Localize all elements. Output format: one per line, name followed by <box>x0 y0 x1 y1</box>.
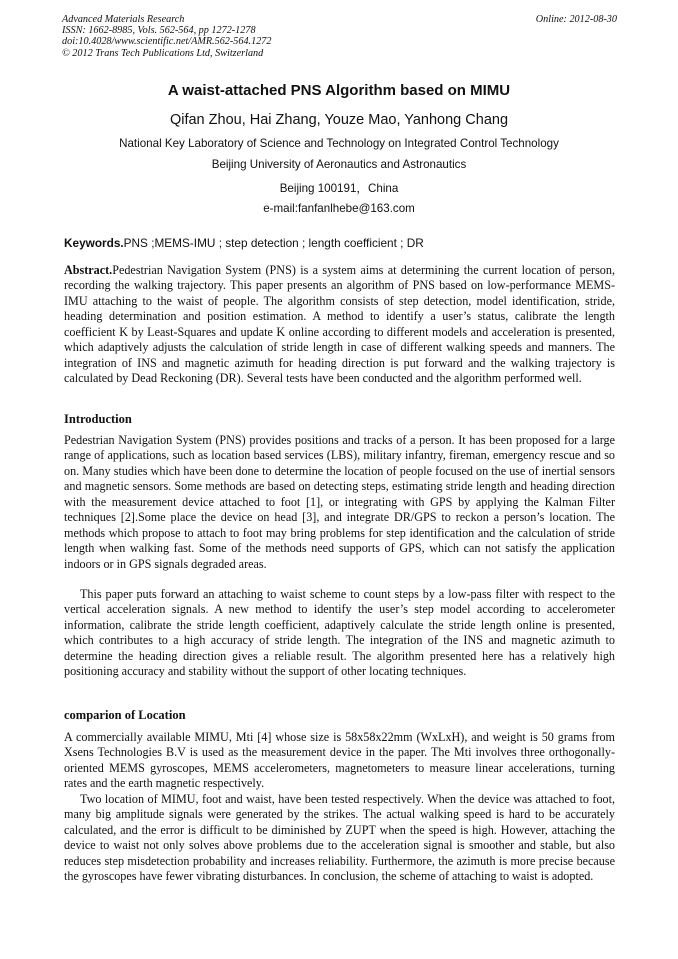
abstract-text: Pedestrian Navigation System (PNS) is a system aims at determining the current location of person, recording the walking trajectory. This paper presents an algorithm of PNS based on low-performance MEMS-IMU attaching to the waist of people. The algorithm consists of step detection, model identification, stride, heading determination and position estimation. A method to identify a user’s status, calibrate the length coefficient K by Least-Squares and update K online according to different models and acceleration is presented, which adaptively adjusts the calculation of stride length in case of different walking speeds and manners. The integration of INS and magnetic azimuth for heading direction is put forward and the walking trajectory is calculated by Dead Reckoning (DR). Several tests have been conducted and the algorithm performed well. <box>64 263 615 386</box>
introduction-paragraph-2: This paper puts forward an attaching to waist scheme to count steps by a low-pass filter with respect to the vertical acceleration signals. A new method to identify the user’s step model according to accelerometer information, calibrate the stride length coefficient, adaptively calculate the stride length online is presented, which contributes to a high accuracy of stride length. The integration of the INS and magnetic azimuth to determine the heading direction gives a reliable result. The algorithm presented here has a relatively high positioning accuracy and stability without the support of other locating techniques. <box>64 587 615 679</box>
comparison-heading: comparion of Location <box>64 708 186 722</box>
copyright-line: © 2012 Trans Tech Publications Ltd, Switzerland <box>62 47 264 59</box>
keywords-text: PNS ;MEMS-IMU ; step detection ; length coefficient ; DR <box>123 236 424 250</box>
comparison-paragraph-2: Two location of MIMU, foot and waist, have been tested respectively. When the device was attached to foot, many big amplitude signals were generated by the strikes. The actual walking speed is hard to be accurately calculated, and the error is difficult to be diminished by ZUPT when the speed is high. However, attaching the device to waist not only solves above problems due to the acceleration signal is smoother and stable, but also reduces step misdetection probability and increases reliability. Furthermore, the azimuth is more precise because the gyroscopes have fewer vibrating disturbances. In conclusion, the scheme of attaching to waist is adopted. <box>64 792 615 884</box>
issn-line: ISSN: 1662-8985, Vols. 562-564, pp 1272-1278 <box>62 25 256 37</box>
author-list: Qifan Zhou, Hai Zhang, Youze Mao, Yanhong Chang <box>169 112 509 128</box>
journal-header <box>62 14 617 59</box>
keywords-line <box>64 236 614 250</box>
introduction-paragraph-1: Pedestrian Navigation System (PNS) provides positions and tracks of a person. It has been proposed for a large range of applications, such as location based services (LBS), military infantry, fireman, emergency rescue and so on. Many studies which have been done to determine the location of people focused on the use of inertial sensors and magnetic sensors. Some methods are based on detecting steps, estimating stride length and heading direction with the measurement device attached to foot [1], or integrating with GPS by applying the Kalman Filter techniques [2].Some place the device on head [3], and integrate DR/GPS to reckon a person’s location. The methods which propose to attach to foot may bring problems for step identification and the calculation of stride length when walking fast. Some of the methods need supports of GPS, which can not satisfy the application indoors or in GPS signals degraded areas. <box>64 433 615 571</box>
author-email: e-mail:fanfanlhebe@163.com <box>263 202 415 215</box>
abstract-paragraph <box>64 263 615 387</box>
comparison-paragraph-1: A commercially available MIMU, Mti [4] whose size is 58x58x22mm (WxLxH), and weight is 50 grams from Xsens Technologies B.V is used as the measurement device in the paper. The Mti involves three orthogonally-oriented MEMS gyroscopes, MEMS accelerometers, magnetometers to measure linear accelerations, turning rates and the earth magnetic respectively. <box>64 730 615 791</box>
affiliation-city: Beijing 100191，China <box>279 182 399 195</box>
introduction-heading: Introduction <box>64 412 132 426</box>
paper-title: A waist-attached PNS Algorithm based on MIMU <box>167 82 511 99</box>
affiliation-lab: National Key Laboratory of Science and Technology on Integrated Control Technology <box>119 137 559 150</box>
keywords-label: Keywords. <box>64 236 124 250</box>
doi-line: doi:10.4028/www.scientific.net/AMR.562-564.1272 <box>62 36 272 48</box>
online-date: Online: 2012-08-30 <box>535 14 617 25</box>
abstract-label: Abstract. <box>64 263 113 277</box>
affiliation-university: Beijing University of Aeronautics and Astronautics <box>211 158 467 171</box>
journal-name: Advanced Materials Research <box>62 14 185 25</box>
